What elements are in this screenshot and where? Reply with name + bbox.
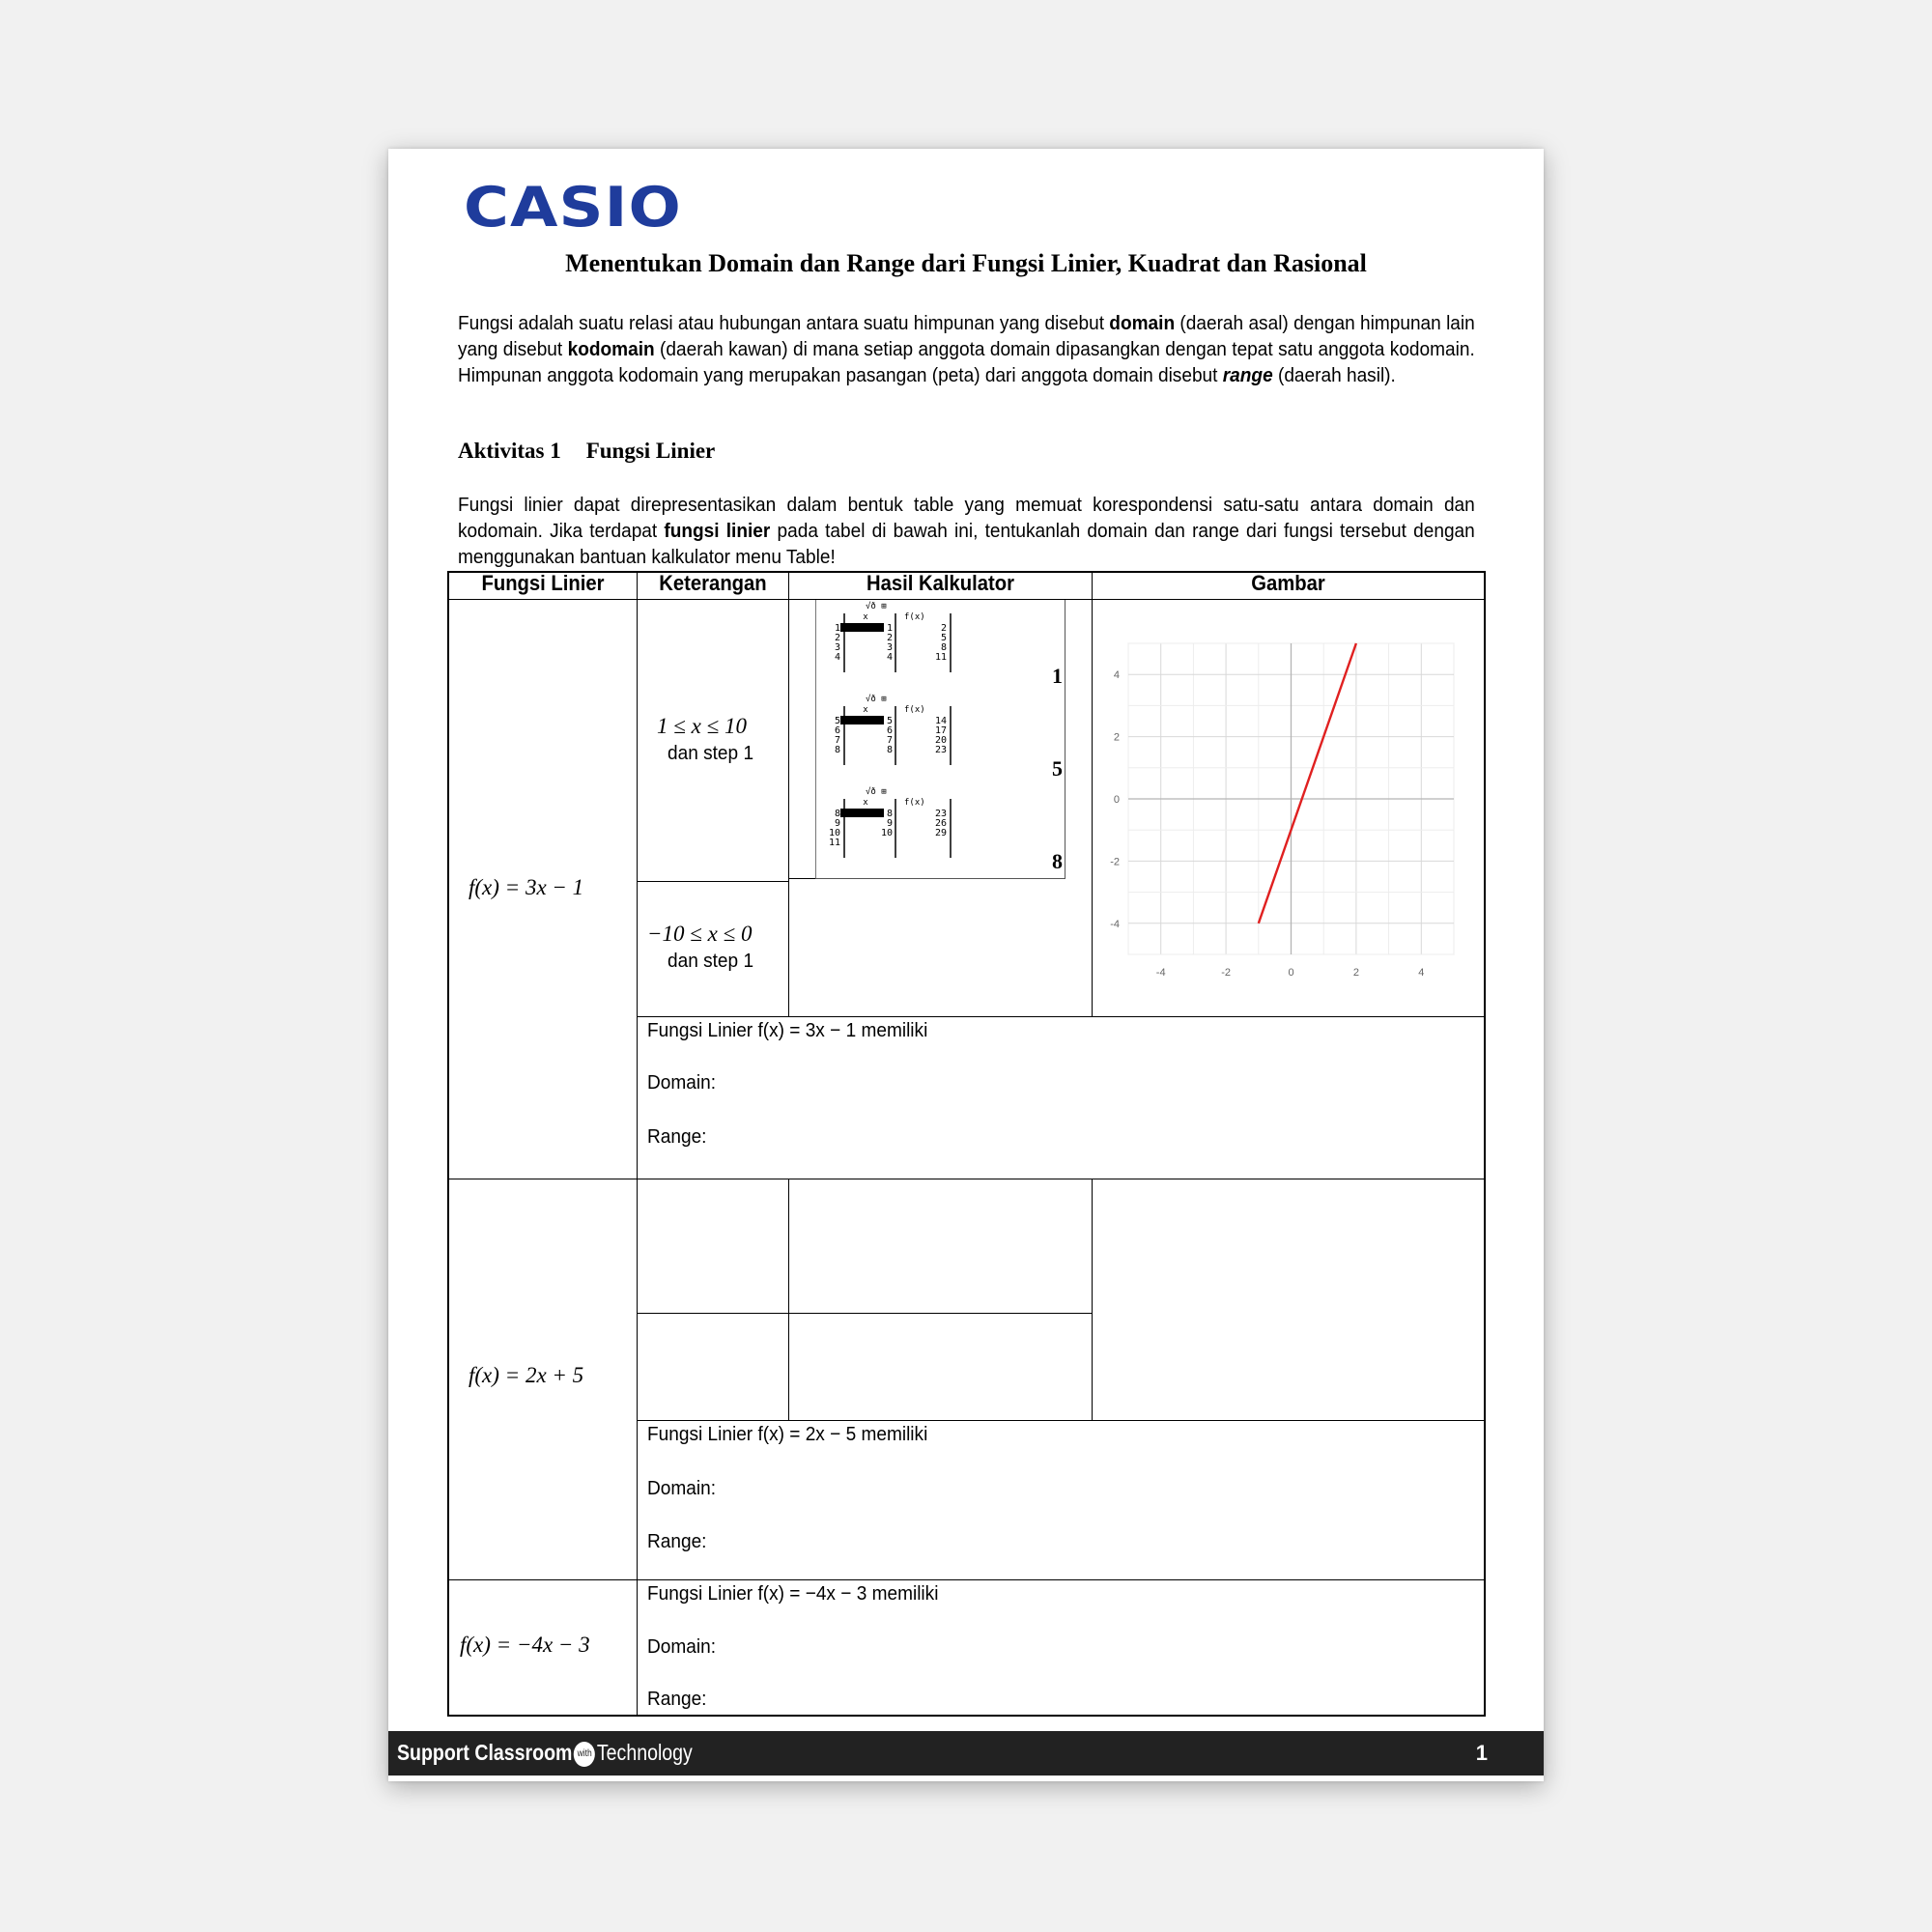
col-divider-1 [637,571,638,1717]
calc-screen-3 [815,785,1065,879]
intro-text-2: (daerah asal) dengan himpunan lain yang disebut [458,312,1475,360]
chart-x-tick-label: 4 [1418,967,1425,979]
activity-text-2: pada tabel di bawah ini, tentukanlah domain dan range dari fungsi tersebut dengan menggunakan bantuan kalkulator menu Table! [458,520,1475,568]
calc-fx-value: 8 [940,642,947,653]
row2-row3-border [447,1579,1486,1580]
calc-x-label: x [863,798,868,808]
activity-number: Aktivitas 1 [458,439,561,463]
calc-x-value: 3 [886,642,893,653]
row1-step-2: dan step 1 [668,950,754,972]
intro-text-3: (daerah kawan) di mana setiap anggota domain dipasangkan dengan tepat satu anggota kodomain. Himpunan anggota kodomain yang merupakan pasangan (peta) dari anggota domain disebut [458,338,1475,386]
row3-range-label: Range: [647,1688,707,1710]
calc-cursor-highlight [840,716,884,724]
footer-brand-technology: Technology [596,1740,693,1765]
calc-row-number: 5 [834,716,840,726]
row3-function: f(x) = −4x − 3 [460,1633,590,1657]
calc-underline [789,878,815,879]
activity-bold-fungsi-linier: fungsi linier [664,520,771,542]
intro-bold-range: range [1222,364,1273,386]
table-border-right [1484,571,1486,1717]
calc-row-number: 10 [828,828,840,838]
with-badge-icon: with [574,1742,595,1767]
calc-x-value: 6 [886,725,893,736]
row3-domain-label: Domain: [647,1635,716,1658]
activity-text-1: Fungsi linier dapat direpresentasikan dalam bentuk table yang memuat korespondensi satu-satu antara domain dan kodomain. Jika terdapat [458,494,1475,542]
calc-screen-1 [815,600,1065,694]
calc-row-number: 9 [834,818,840,829]
calc-row-number: 4 [834,652,840,663]
chart-y-tick-label: -2 [1110,856,1120,868]
row2-summary: Fungsi Linier f(x) = 2x − 5 memiliki [647,1423,928,1445]
calc-fx-label: f(x) [904,705,925,715]
chart-y-tick-label: 2 [1113,731,1120,744]
calc-fx-value: 14 [934,716,947,726]
row1-summary: Fungsi Linier f(x) = 3x − 1 memiliki [647,1019,928,1041]
row1-range-label: Range: [647,1125,707,1148]
intro-bold-domain: domain [1109,312,1176,334]
row3-summary: Fungsi Linier f(x) = −4x − 3 memiliki [647,1582,939,1605]
calc-screen-index: 1 [1052,664,1063,688]
calc-x-value: 9 [886,818,893,829]
header-hasil-kalkulator: Hasil Kalkulator [867,571,1014,595]
calc-x-label: x [863,705,868,715]
calc-fx-value: 17 [934,725,947,736]
chart-y-tick-label: 4 [1113,669,1120,682]
page-number: 1 [1475,1741,1488,1765]
calc-screen-2 [815,693,1065,786]
row1-condition-2: −10 ≤ x ≤ 0 [647,922,753,946]
row1-sub-divider [637,881,788,882]
calc-row-number: 8 [834,745,840,755]
intro-text-4: (daerah hasil). [1272,364,1396,386]
calc-header-icons: √ð ⊞ [866,787,887,797]
calc-cursor-highlight [840,809,884,817]
calc-screen-index: 5 [1052,756,1063,781]
calc-row-number: 1 [834,623,840,634]
calc-left-edge [815,600,816,878]
col-divider-3-r2 [1092,1179,1093,1420]
header-keterangan: Keterangan [659,571,767,595]
chart-x-tick-label: -2 [1221,967,1231,979]
line-chart [1093,600,1484,1016]
calc-row-number: 3 [834,642,840,653]
table-border-bottom [447,1715,1486,1717]
row1-condition-1: 1 ≤ x ≤ 10 [657,714,747,738]
footer-brand-support: Support Classroom [397,1740,573,1765]
chart-y-tick-label: 0 [1113,794,1120,806]
calc-fx-value: 20 [934,735,947,746]
header-fungsi-linier: Fungsi Linier [481,571,605,595]
page-title: Menentukan Domain dan Range dari Fungsi Linier, Kuadrat dan Rasional [565,249,1367,277]
calc-row-number: 2 [834,633,840,643]
chart-y-tick-label: -4 [1110,918,1120,930]
calc-header-icons: √ð ⊞ [866,602,887,611]
intro-bold-kodomain: kodomain [567,338,655,360]
calc-row-number: 7 [834,735,840,746]
calc-x-value: 10 [880,828,893,838]
row2-function: f(x) = 2x + 5 [469,1363,584,1387]
calc-x-value: 5 [886,716,893,726]
calc-screen-graphic [815,785,1065,878]
header-gambar: Gambar [1251,571,1325,595]
calc-fx-value: 23 [934,809,947,819]
calc-fx-value: 29 [934,828,947,838]
footer-brand [397,1740,693,1767]
row2-domain-label: Domain: [647,1477,716,1499]
chart-x-tick-label: -4 [1155,967,1166,979]
calc-x-value: 2 [886,633,893,643]
row2-summary-divider [637,1420,1486,1421]
calc-screen-graphic [815,600,1065,693]
calc-x-value: 4 [886,652,893,663]
row2-range-label: Range: [647,1530,707,1552]
calc-x-value: 8 [886,745,893,755]
row1-function: f(x) = 3x − 1 [469,875,584,899]
intro-text-1: Fungsi adalah suatu relasi atau hubungan antara suatu himpunan yang disebut [458,312,1110,334]
document-page [388,149,1544,1781]
row2-sub-divider [637,1313,1093,1314]
calc-fx-label: f(x) [904,612,925,622]
calc-x-value: 8 [886,809,893,819]
activity-name: Fungsi Linier [585,439,716,463]
page-footer [388,1731,1544,1776]
calc-x-label: x [863,612,868,622]
row1-step-1: dan step 1 [668,742,754,764]
calc-fx-value: 5 [940,633,947,643]
chart-x-tick-label: 2 [1352,967,1359,979]
calc-screen-graphic [815,693,1065,785]
calc-header-icons: √ð ⊞ [866,695,887,704]
calc-fx-label: f(x) [904,798,925,808]
calc-cursor-highlight [840,623,884,632]
casio-logo: CASIO [464,176,682,240]
calc-fx-value: 23 [934,745,947,755]
row1-summary-divider [637,1016,1486,1017]
calc-row-number: 6 [834,725,840,736]
calc-row-number: 8 [834,809,840,819]
col-divider-2-r1 [788,571,789,1016]
calc-fx-value: 26 [934,818,947,829]
calc-row-number: 11 [828,838,840,848]
row1-domain-label: Domain: [647,1071,716,1094]
col-divider-2-r2 [788,1179,789,1420]
activity-table [388,149,1544,1781]
calc-fx-value: 2 [940,623,947,634]
chart-x-tick-label: 0 [1288,967,1294,979]
table-border-left [447,571,449,1717]
calc-x-value: 7 [886,735,893,746]
calc-screen-index: 8 [1052,849,1063,873]
calc-fx-value: 11 [934,652,947,663]
calc-x-value: 1 [886,623,893,634]
